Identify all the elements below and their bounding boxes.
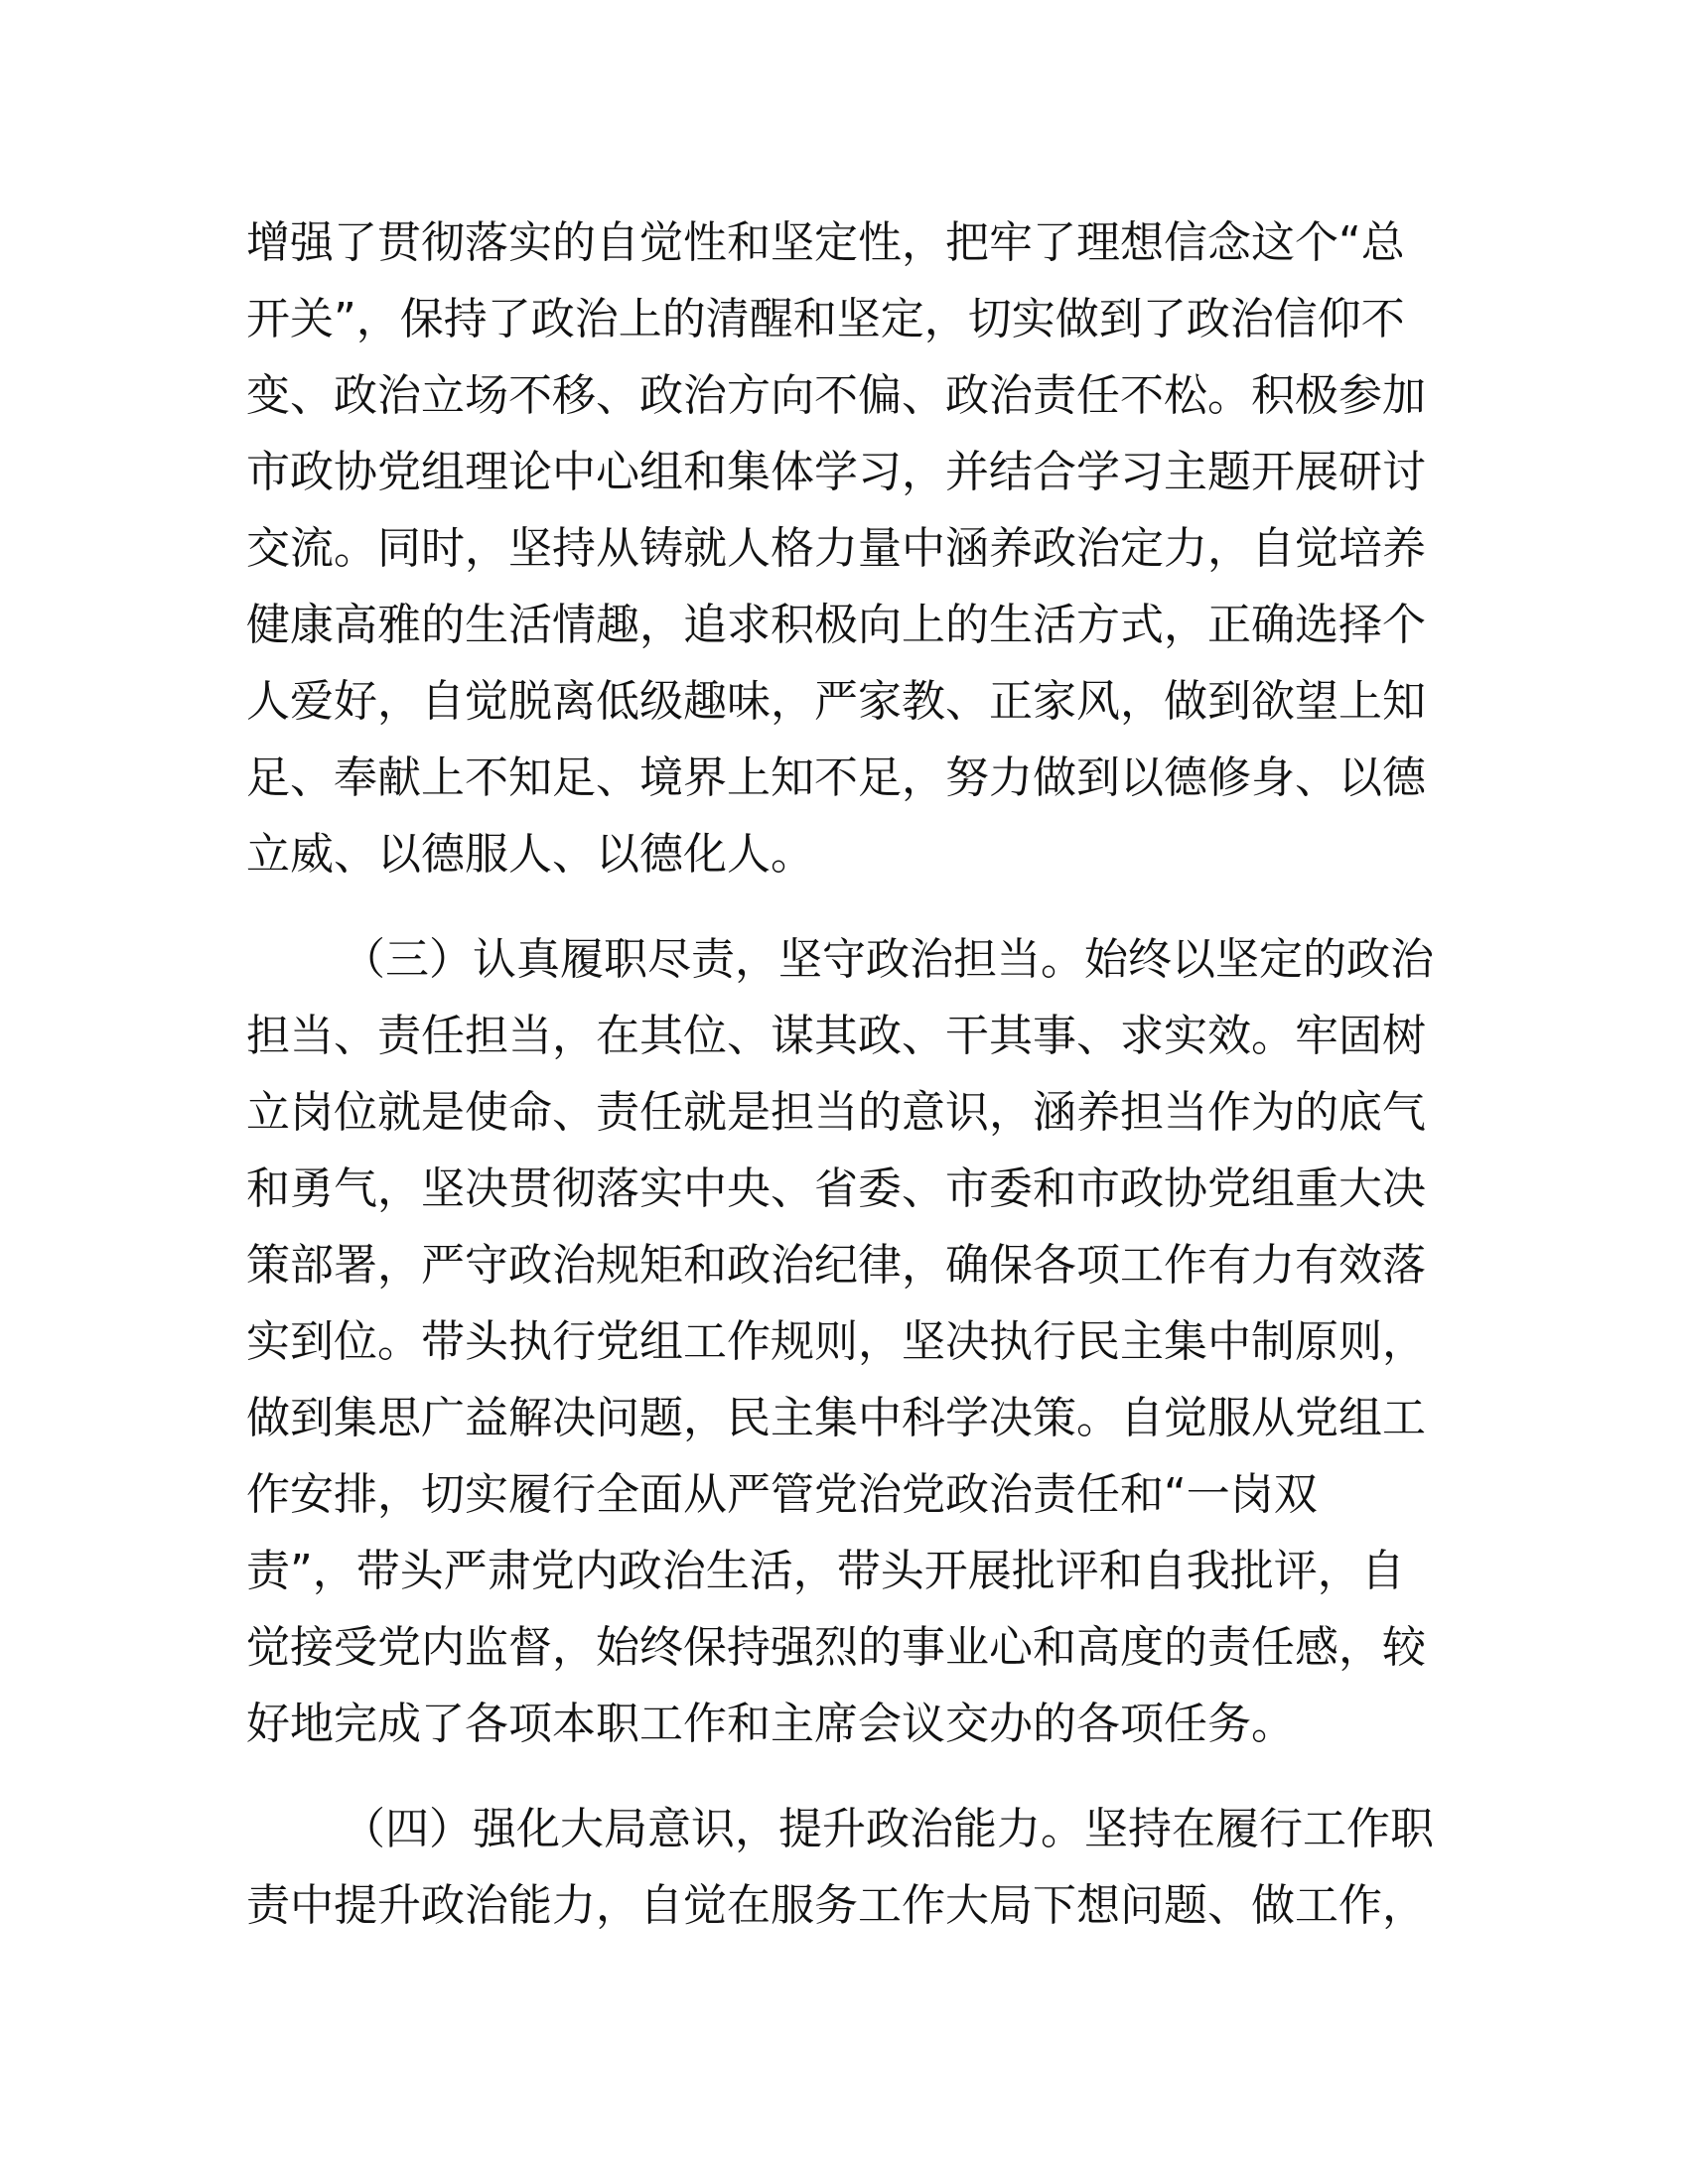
text-line: 担当、责任担当，在其位、谋其政、干其事、求实效。牢固树 bbox=[246, 1011, 1426, 1061]
text-line: 责”，带头严肃党内政治生活，带头开展批评和自我批评，自 bbox=[246, 1546, 1405, 1596]
text-line-first: （三）认真履职尽责，坚守政治担当。始终以坚定的政治 bbox=[342, 934, 1434, 985]
text-line-first: （四）强化大局意识，提升政治能力。坚持在履行工作职 bbox=[342, 1804, 1434, 1854]
text-line: 策部署，严守政治规矩和政治纪律，确保各项工作有力有效落 bbox=[246, 1240, 1426, 1291]
paragraph-section-4 bbox=[246, 1791, 1438, 1944]
text-line: 增强了贯彻落实的自觉性和坚定性，把牢了理想信念这个“总 bbox=[246, 217, 1405, 268]
text-line: 好地完成了各项本职工作和主席会议交办的各项任务。 bbox=[246, 1699, 1295, 1749]
text-line: 立岗位就是使命、责任就是担当的意识，涵养担当作为的底气 bbox=[246, 1087, 1426, 1138]
text-line: 交流。同时，坚持从铸就人格力量中涵养政治定力，自觉培养 bbox=[246, 523, 1426, 574]
text-line: 变、政治立场不移、政治方向不偏、政治责任不松。积极参加 bbox=[246, 370, 1426, 421]
text-line: 开关”，保持了政治上的清醒和坚定，切实做到了政治信仰不 bbox=[246, 294, 1405, 344]
paragraph-section-3 bbox=[246, 921, 1438, 1762]
text-line: 作安排，切实履行全面从严管党治党政治责任和“一岗双 bbox=[246, 1469, 1318, 1520]
paragraph-1 bbox=[246, 205, 1438, 892]
text-line: 市政协党组理论中心组和集体学习，并结合学习主题开展研讨 bbox=[246, 447, 1426, 497]
text-line: 人爱好，自觉脱离低级趣味，严家教、正家风，做到欲望上知 bbox=[246, 676, 1426, 727]
text-line: 实到位。带头执行党组工作规则，坚决执行民主集中制原则， bbox=[246, 1316, 1426, 1367]
text-line: 觉接受党内监督，始终保持强烈的事业心和高度的责任感，较 bbox=[246, 1622, 1426, 1673]
text-line: 健康高雅的生活情趣，追求积极向上的生活方式，正确选择个 bbox=[246, 600, 1426, 650]
text-line: 足、奉献上不知足、境界上知不足，努力做到以德修身、以德 bbox=[246, 752, 1426, 803]
text-line: 责中提升政治能力，自觉在服务工作大局下想问题、做工作， bbox=[246, 1880, 1426, 1931]
text-line: 做到集思广益解决问题，民主集中科学决策。自觉服从党组工 bbox=[246, 1393, 1426, 1443]
document-body bbox=[246, 205, 1438, 1944]
text-line: 立威、以德服人、以德化人。 bbox=[246, 829, 814, 880]
paragraph-spacer bbox=[246, 1762, 1438, 1791]
paragraph-spacer bbox=[246, 892, 1438, 921]
text-line: 和勇气，坚决贯彻落实中央、省委、市委和市政协党组重大决 bbox=[246, 1163, 1426, 1214]
